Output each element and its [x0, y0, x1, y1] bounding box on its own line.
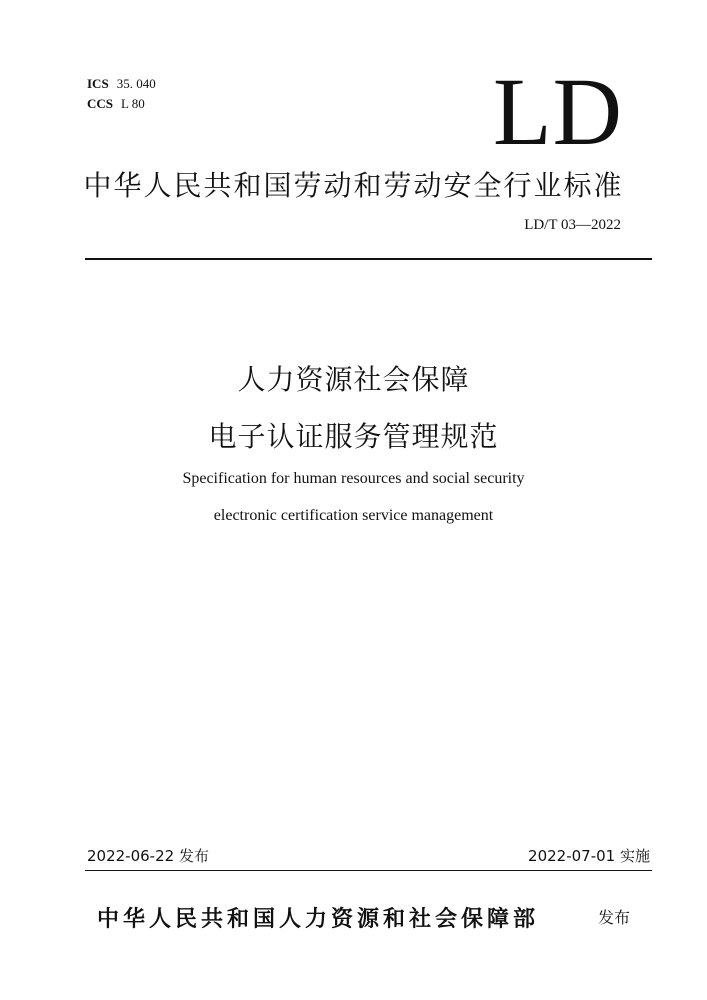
ics-value: 35. 040 — [116, 76, 156, 91]
title-zh-line1: 人力资源社会保障 — [237, 363, 470, 396]
issuer-suffix: 发布 — [598, 908, 631, 927]
standard-logo: LD — [493, 58, 623, 165]
title-en-line2: electronic certification service management — [213, 507, 494, 524]
ccs-code — [87, 94, 156, 114]
title-en-line1: Specification for human resources and social security — [182, 470, 525, 487]
bottom-divider — [85, 870, 652, 871]
classification-codes — [87, 74, 156, 114]
ccs-label: CCS — [87, 96, 114, 111]
standard-number: LD/T 03—2022 — [524, 217, 621, 233]
ics-label: ICS — [87, 76, 109, 91]
implementation-date: 2022-07-01 实施 — [528, 847, 650, 865]
top-divider — [85, 258, 652, 260]
issuing-authority: 中华人民共和国人力资源和社会保障部 — [97, 906, 540, 932]
ccs-value: L 80 — [121, 96, 145, 111]
ics-code — [87, 74, 156, 94]
issue-date: 2022-06-22 发布 — [87, 847, 209, 865]
title-zh-line2: 电子认证服务管理规范 — [208, 420, 499, 453]
standard-category: 中华人民共和国劳动和劳动安全行业标准 — [83, 169, 624, 202]
